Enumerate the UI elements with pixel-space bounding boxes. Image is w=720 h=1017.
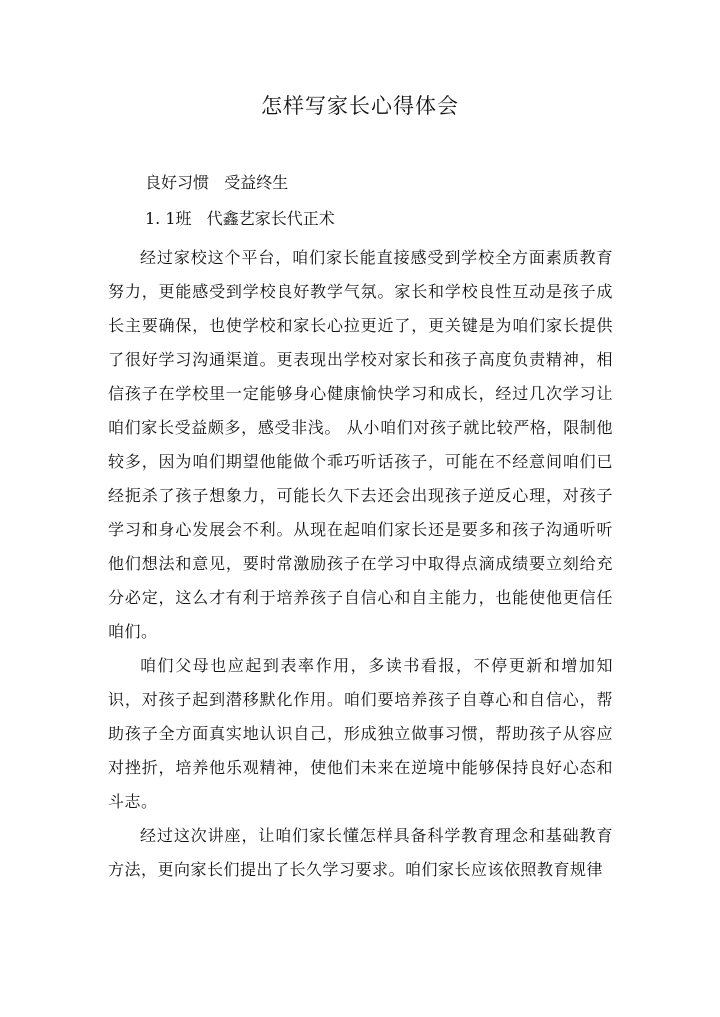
document-body	[108, 241, 613, 887]
document-subtitle-author: 1. 1班 代鑫艺家长代正术	[145, 209, 335, 228]
body-paragraph: 经过家校这个平台，咱们家长能直接感受到学校全方面素质教育努力，更能感受到学校良好教学气氛。家长和学校良性互动是孩子成长主要确保，也使学校和家长心拉更近了，更关键是为咱们家长提供了很好学习沟通渠道。更表现出学校对家长和孩子高度负责精神，相信孩子在学校里一定能够身心健康愉快学习和成长，经过几次学习让咱们家长受益颇多，感受非浅。 从小咱们对孩子就比较严格，限制他较多，因为咱们期望他能做个乖巧听话孩子，可能在不经意间咱们已经扼杀了孩子想象力，可能长久下去还会出现孩子逆反心理，对孩子学习和身心发展会不利。从现在起咱们家长还是要多和孩子沟通听听他们想法和意见，要时常激励孩子在学习中取得点滴成绩要立刻给充分必定，这么才有利于培养孩子自信心和自主能力，也能使他更信任咱们。	[108, 248, 613, 641]
body-paragraph: 经过这次讲座，让咱们家长懂怎样具备科学教育理念和基础教育方法，更向家长们提出了长久学习要求。咱们家长应该依照教育规律	[108, 826, 613, 879]
document-title: 怎样写家长心得体会	[261, 94, 459, 118]
document-subtitle-motto: 良好习惯 受益终生	[145, 173, 289, 192]
body-paragraph: 咱们父母也应起到表率作用，多读书看报，不停更新和增加知识，对孩子起到潜移默化作用。咱们要培养孩子自尊心和自信心，帮助孩子全方面真实地认识自己，形成独立做事习惯，帮助孩子从容应对挫折，培养他乐观精神，使他们未来在逆境中能够保持良好心态和斗志。	[108, 656, 613, 811]
